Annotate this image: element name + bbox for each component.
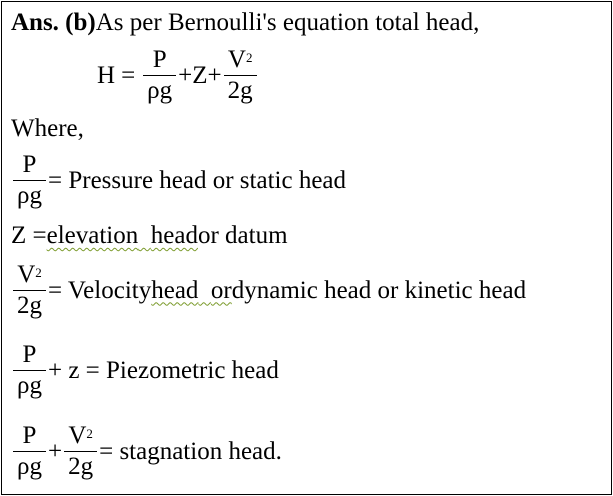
eq-plus: +: [207, 61, 222, 89]
pressure-fraction: $\frac{P}{\rho g}$: [143, 45, 176, 106]
heading-text: As per Bernoulli's equation total head,: [95, 9, 480, 36]
velocity-fraction: $\frac{V^2}{2g}$: [224, 45, 257, 106]
answer-heading: [11, 8, 479, 38]
where-label: Where,: [11, 115, 84, 142]
eq-equals: =: [121, 61, 136, 89]
eq-h: H: [97, 61, 116, 89]
eq-plus: +: [178, 61, 193, 89]
answer-box: [1, 1, 612, 495]
answer-label: Ans. (b): [11, 9, 96, 36]
bernoulli-equation: [97, 45, 259, 106]
stagnation-head-text: = stagnation head.: [99, 437, 282, 465]
piezometric-head-def: $\frac{P}{\rho g}$ + z = Piezometric head: [11, 340, 279, 401]
eq-z: Z: [192, 61, 208, 89]
piezometric-head-text: + z = Piezometric head: [47, 356, 279, 384]
velocity-head-def: $\frac{V^2}{2g}$ = Velocity head or dynamic head or kinetic head: [11, 260, 526, 321]
pressure-head-text: = Pressure head or static head: [47, 166, 347, 194]
elevation-head-def: Z = elevation head or datum: [11, 222, 288, 249]
pressure-head-def: $\frac{P}{\rho g}$ = Pressure head or static head: [11, 150, 346, 211]
stagnation-head-def: $\frac{P}{\rho g}$ + $\frac{V^2}{2g}$ = stagnation head.: [11, 421, 282, 482]
